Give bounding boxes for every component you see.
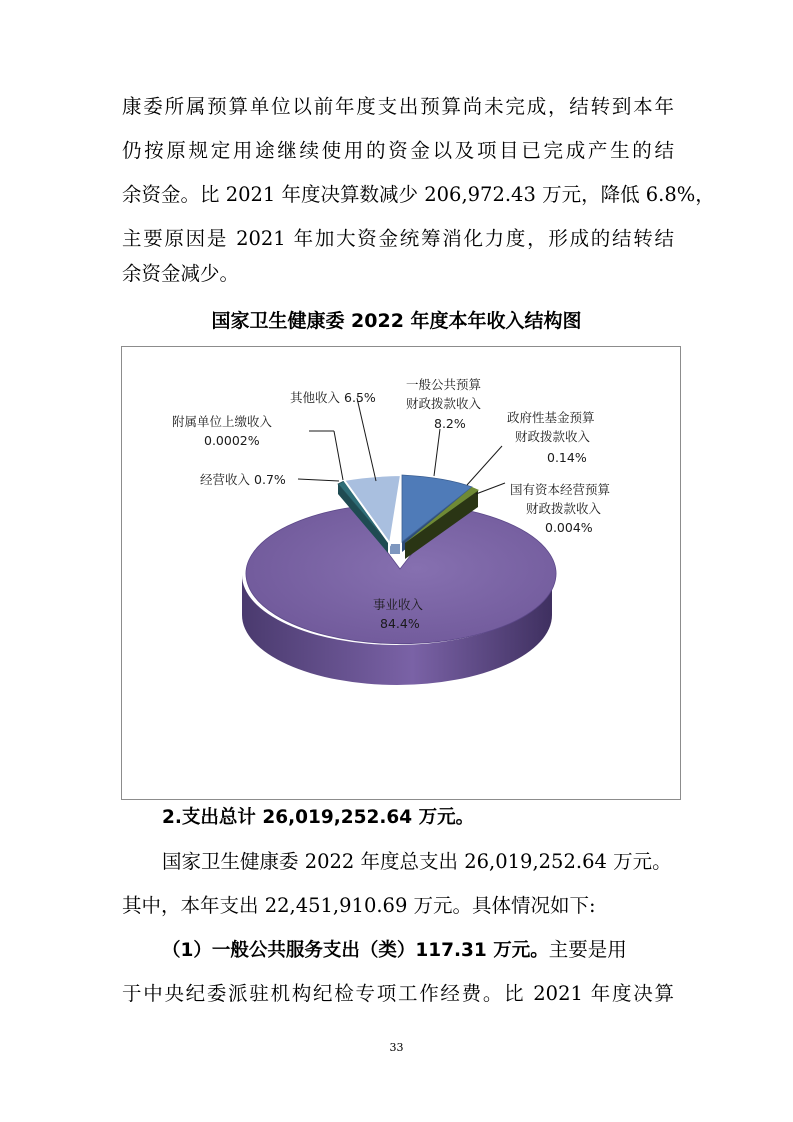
paragraph-line: 于中央纪委派驻机构纪检专项工作经费。比 2021 年度决算: [122, 982, 674, 1005]
pie-chart: [122, 347, 680, 799]
paragraph-line: 余资金。比 2021 年度决算数减少 206,972.43 万元，降低 6.8%，: [122, 183, 715, 206]
label-jingying: 经营收入 0.7%: [200, 472, 286, 487]
paragraph-text: 主要是用: [548, 938, 627, 961]
paragraph-line: 国家卫生健康委 2022 年度总支出 26,019,252.64 万元。: [162, 850, 672, 873]
label-guoyou-value: 0.004%: [545, 520, 593, 535]
label-fushu: 附属单位上缴收入: [172, 414, 273, 429]
label-shiye: 事业收入: [373, 597, 424, 612]
section2-heading: 2.支出总计 26,019,252.64 万元。: [162, 807, 475, 828]
label-guoyou-line1: 国有资本经营预算: [510, 482, 611, 497]
label-fushu-value: 0.0002%: [204, 433, 260, 448]
label-zhengfu-line1: 政府性基金预算: [507, 410, 595, 425]
page-number: 33: [389, 1041, 404, 1054]
label-yiban-value: 8.2%: [434, 416, 466, 431]
chart-title: 国家卫生健康委 2022 年度本年收入结构图: [211, 310, 582, 332]
leader-lines: [298, 398, 505, 494]
subsection-heading: （1）一般公共服务支出（类）117.31 万元。: [162, 940, 549, 961]
label-shiye-value: 84.4%: [380, 616, 420, 631]
label-qita: 其他收入 6.5%: [290, 390, 376, 405]
paragraph-line: 仍按原规定用途继续使用的资金以及项目已完成产生的结: [122, 139, 674, 162]
slice-qita-side: [390, 544, 400, 554]
paragraph-line: [162, 940, 627, 961]
label-guoyou-line2: 财政拨款收入: [526, 501, 602, 516]
label-zhengfu-value: 0.14%: [547, 450, 587, 465]
label-zhengfu-line2: 财政拨款收入: [515, 429, 591, 444]
pie-chart-frame: [121, 346, 681, 800]
paragraph-line: 余资金减少。: [122, 262, 240, 285]
label-yiban-line2: 财政拨款收入: [406, 396, 482, 411]
paragraph-line: 其中，本年支出 22,451,910.69 万元。具体情况如下:: [122, 894, 596, 917]
paragraph-line: 康委所属预算单位以前年度支出预算尚未完成，结转到本年: [122, 95, 674, 118]
paragraph-line: 主要原因是 2021 年加大资金统筹消化力度，形成的结转结: [122, 227, 674, 250]
label-yiban-line1: 一般公共预算: [406, 377, 482, 392]
